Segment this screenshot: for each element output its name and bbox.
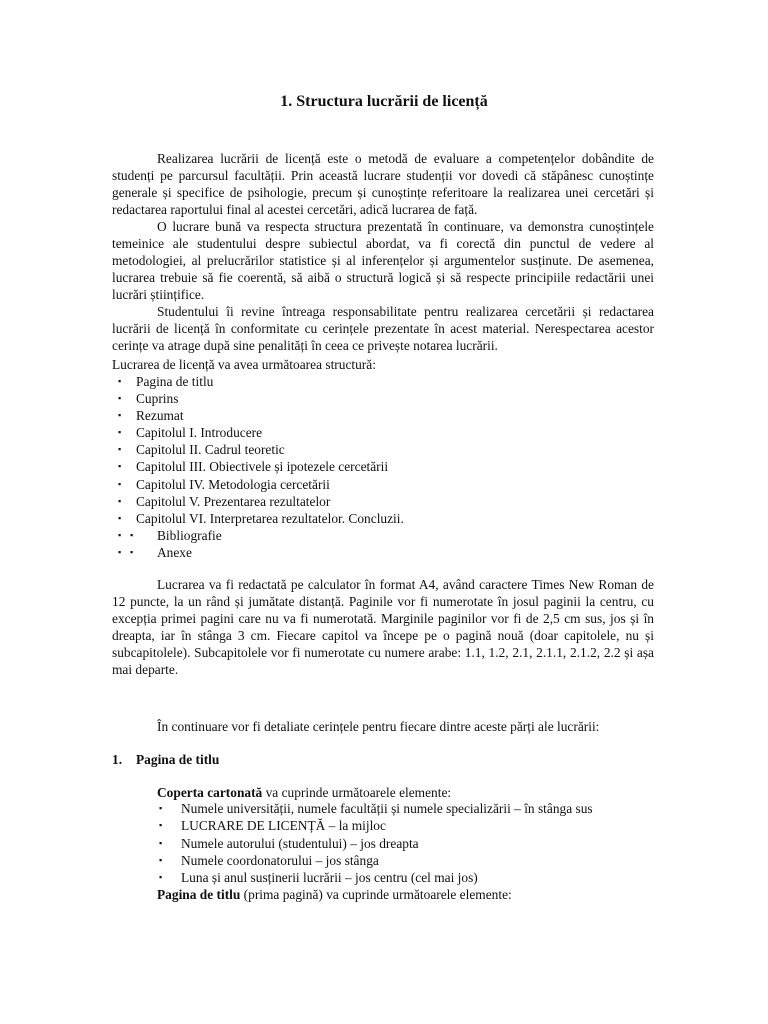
- bullet-icon: ▪: [118, 410, 122, 421]
- bullet-icon: ▪: [159, 837, 163, 848]
- list-item: ▪ ▪ Anexe: [118, 544, 192, 560]
- section-heading: [112, 751, 219, 768]
- bullet-icon: ▪: [118, 478, 122, 489]
- intro-paragraph-3: Studentului îi revine întreaga responsabilitate pentru realizarea cercetării și redactarea lucrării de licență în conformitate cu cerințele prezentate în acest material. Nerespectarea acestor cerințe va atrage după sine penalități în ceea ce privește notarea lucrării.: [112, 304, 654, 353]
- title-page-bold-label: Pagina de titlu: [157, 887, 241, 902]
- bullet-icon: ▪: [130, 529, 134, 540]
- bullet-icon: ▪: [118, 444, 122, 455]
- bullet-icon: ▪: [159, 854, 163, 865]
- bullet-icon: ▪: [118, 512, 122, 523]
- cover-intro: [157, 784, 657, 801]
- list-item: ▪ Pagina de titlu: [118, 374, 214, 389]
- list-item: ▪ Numele coordonatorului – jos stânga: [159, 852, 379, 868]
- bullet-icon: ▪: [159, 820, 163, 831]
- continuation-text: În continuare vor fi detaliate cerințele pentru fiecare dintre aceste părți ale lucrării:: [157, 719, 600, 734]
- list-item: ▪ ▪ Bibliografie: [118, 527, 222, 543]
- bullet-icon: ▪: [159, 872, 163, 883]
- bullet-icon: ▪: [130, 546, 134, 557]
- intro-section: [112, 150, 654, 354]
- list-item: ▪ Capitolul III. Obiectivele și ipotezele cercetării: [118, 459, 389, 475]
- bullet-icon: ▪: [118, 529, 122, 540]
- list-item: ▪ Capitolul I. Introducere: [118, 425, 263, 441]
- list-item: ▪ Capitolul VI. Interpretarea rezultatelor. Concluzii.: [118, 510, 404, 526]
- list-item: ▪ Rezumat: [118, 408, 184, 424]
- cover-bold-label: Coperta cartonată: [157, 785, 263, 800]
- cover-intro-text: va cuprinde următoarele elemente:: [262, 785, 452, 800]
- intro-paragraph-1: Realizarea lucrării de licență este o metodă de evaluare a competențelor dobândite de studenți pe parcursul facultății. Prin această lucrare studenții vor dovedi că stăpânesc cunoștințe generale și specifice de psihologie, precum și cunoștințe referitoare la realizarea unei cercetări și redactarea raportului final al acestei cercetări, adică lucrarea de față.: [112, 151, 654, 217]
- title-page-intro-text: (prima pagină) va cuprinde următoarele elemente:: [240, 887, 512, 902]
- cover-list: [157, 800, 657, 886]
- bullet-icon: ▪: [118, 546, 122, 557]
- list-item: ▪ Cuprins: [118, 391, 179, 407]
- bullet-icon: ▪: [118, 495, 122, 506]
- bullet-icon: ▪: [118, 427, 122, 438]
- section-number: 1.: [112, 752, 123, 767]
- bullet-icon: ▪: [159, 803, 163, 813]
- list-item: ▪ LUCRARE DE LICENȚĂ – la mijloc: [159, 818, 386, 834]
- list-item: ▪ Numele universității, numele facultății și numele specializării – în stânga sus: [159, 801, 593, 816]
- intro-paragraph-2: O lucrare bună va respecta structura prezentată în continuare, va demonstra cunoștințele temeinice ale studentului despre subiectul abordat, va fi corectă din punctul de vedere al metodologiei, al prelucrărilor statistice și al inferențelor și argumentelor susținute. De asemenea, lucrarea trebuie să fie coerentă, să aibă o structură logică și să respecte principiile redactării unei lucrări științifice.: [112, 219, 654, 302]
- title-page-intro: [157, 886, 657, 903]
- structure-list: [112, 373, 654, 561]
- page-title: 1. Structura lucrării de licență: [280, 93, 488, 110]
- list-item: ▪ Capitolul V. Prezentarea rezultatelor: [118, 493, 331, 509]
- section-title: Pagina de titlu: [136, 752, 220, 767]
- bullet-icon: ▪: [118, 461, 122, 472]
- format-paragraph: Lucrarea va fi redactată pe calculator în format A4, având caractere Times New Roman de 12 puncte, la un rând și jumătate distanță. Paginile vor fi numerotate în josul paginii la centru, cu excepția primei pagini care nu va fi numerotată. Marginile paginilor vor fi de 2,5 cm sus, jos și în dreapta, iar în stânga 3 cm. Fiecare capitol va începe pe o pagină nouă (doar capitolele, nu și subcapitolele). Subcapitolele vor fi numerotate cu numere arabe: 1.1, 1.2, 2.1, 2.1.1, 2.1.2, 2.2 și așa mai departe.: [112, 577, 654, 677]
- bullet-icon: ▪: [118, 393, 122, 404]
- structure-intro: Lucrarea de licență va avea următoarea structură:: [112, 357, 376, 372]
- bullet-icon: ▪: [118, 376, 122, 386]
- list-item: ▪ Numele autorului (studentului) – jos dreapta: [159, 835, 419, 851]
- list-item: ▪ Luna și anul susținerii lucrării – jos centru (cel mai jos): [159, 870, 478, 886]
- list-item: ▪ Capitolul II. Cadrul teoretic: [118, 442, 285, 458]
- list-item: ▪ Capitolul IV. Metodologia cercetării: [118, 476, 330, 492]
